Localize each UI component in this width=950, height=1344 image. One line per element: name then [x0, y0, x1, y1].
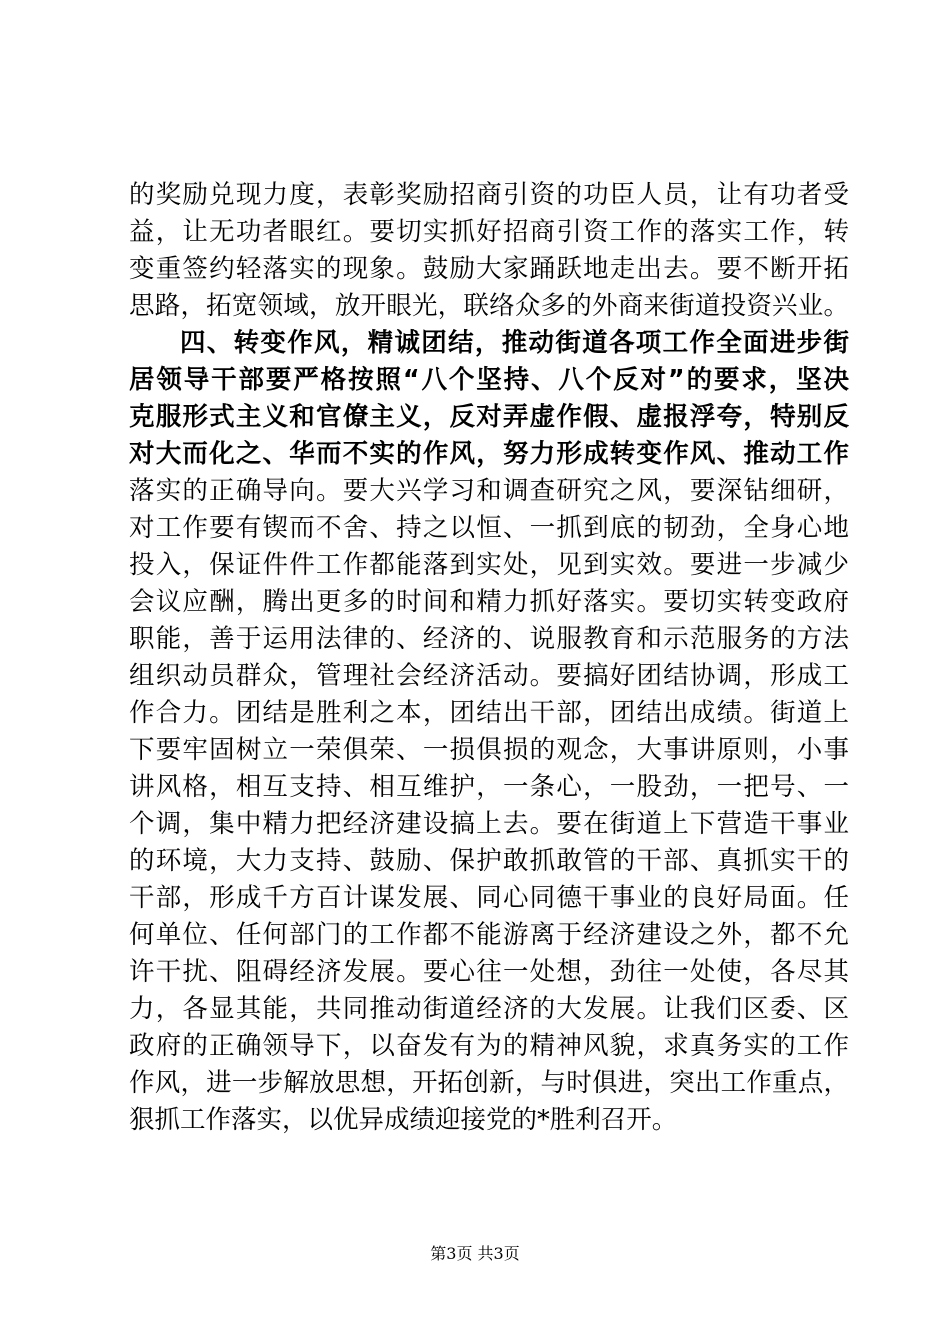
paragraph-line: 作风，进一步解放思想，开拓创新，与时俱进，突出工作重点，: [129, 1068, 849, 1098]
paragraph-line: 政府的正确领导下，以奋发有为的精神风貌，求真务实的工作: [129, 1031, 849, 1061]
paragraph-line: 组织动员群众，管理社会经济活动。要搞好团结协调，形成工: [129, 661, 849, 691]
paragraph-line: 讲风格，相互支持、相互维护，一条心，一股劲，一把号、一: [129, 772, 849, 802]
paragraph-line: 许干扰、阻碍经济发展。要心往一处想，劲往一处使，各尽其: [129, 957, 849, 987]
paragraph-line: 思路，拓宽领域，放开眼光，联络众多的外商来街道投资兴业。: [129, 291, 849, 321]
section-heading-line: 克服形式主义和官僚主义，反对弄虚作假、虚报浮夸，特别反: [129, 402, 849, 432]
paragraph-line: 的奖励兑现力度，表彰奖励招商引资的功臣人员，让有功者受: [129, 180, 849, 210]
paragraph-line: 作合力。团结是胜利之本，团结出干部，团结出成绩。街道上: [129, 698, 849, 728]
page-number-footer: 第3页 共3页: [430, 1244, 520, 1263]
paragraph-line: 个调，集中精力把经济建设搞上去。要在街道上下营造干事业: [129, 809, 849, 839]
paragraph-line: 对工作要有锲而不舍、持之以恒、一抓到底的韧劲，全身心地: [129, 513, 849, 543]
paragraph-line: 职能，善于运用法律的、经济的、说服教育和示范服务的方法: [129, 624, 849, 654]
paragraph-line: 变重签约轻落实的现象。鼓励大家踊跃地走出去。要不断开拓: [129, 254, 849, 284]
paragraph-line: 投入，保证件件工作都能落到实处，见到实效。要进一步减少: [129, 550, 849, 580]
section-heading-line: 对大而化之、华而不实的作风，努力形成转变作风、推动工作: [129, 439, 849, 469]
section-heading-line: 四、转变作风，精诚团结，推动街道各项工作全面进步街: [180, 328, 849, 358]
paragraph-line: 力，各显其能，共同推动街道经济的大发展。让我们区委、区: [129, 994, 849, 1024]
paragraph-line: 狠抓工作落实，以优异成绩迎接党的*胜利召开。: [129, 1105, 678, 1135]
paragraph-line: 会议应酬，腾出更多的时间和精力抓好落实。要切实转变政府: [129, 587, 849, 617]
paragraph-line: 下要牢固树立一荣俱荣、一损俱损的观念，大事讲原则，小事: [129, 735, 849, 765]
paragraph-line: 何单位、任何部门的工作都不能游离于经济建设之外，都不允: [129, 920, 849, 950]
paragraph-line: 的环境，大力支持、鼓励、保护敢抓敢管的干部、真抓实干的: [129, 846, 849, 876]
paragraph-line: 落实的正确导向。要大兴学习和调查研究之风，要深钻细研，: [129, 476, 849, 506]
paragraph-line: 干部，形成千方百计谋发展、同心同德干事业的良好局面。任: [129, 883, 849, 913]
section-heading-line: 居领导干部要严格按照“八个坚持、八个反对”的要求，坚决: [129, 365, 849, 395]
paragraph-line: 益，让无功者眼红。要切实抓好招商引资工作的落实工作，转: [129, 217, 849, 247]
